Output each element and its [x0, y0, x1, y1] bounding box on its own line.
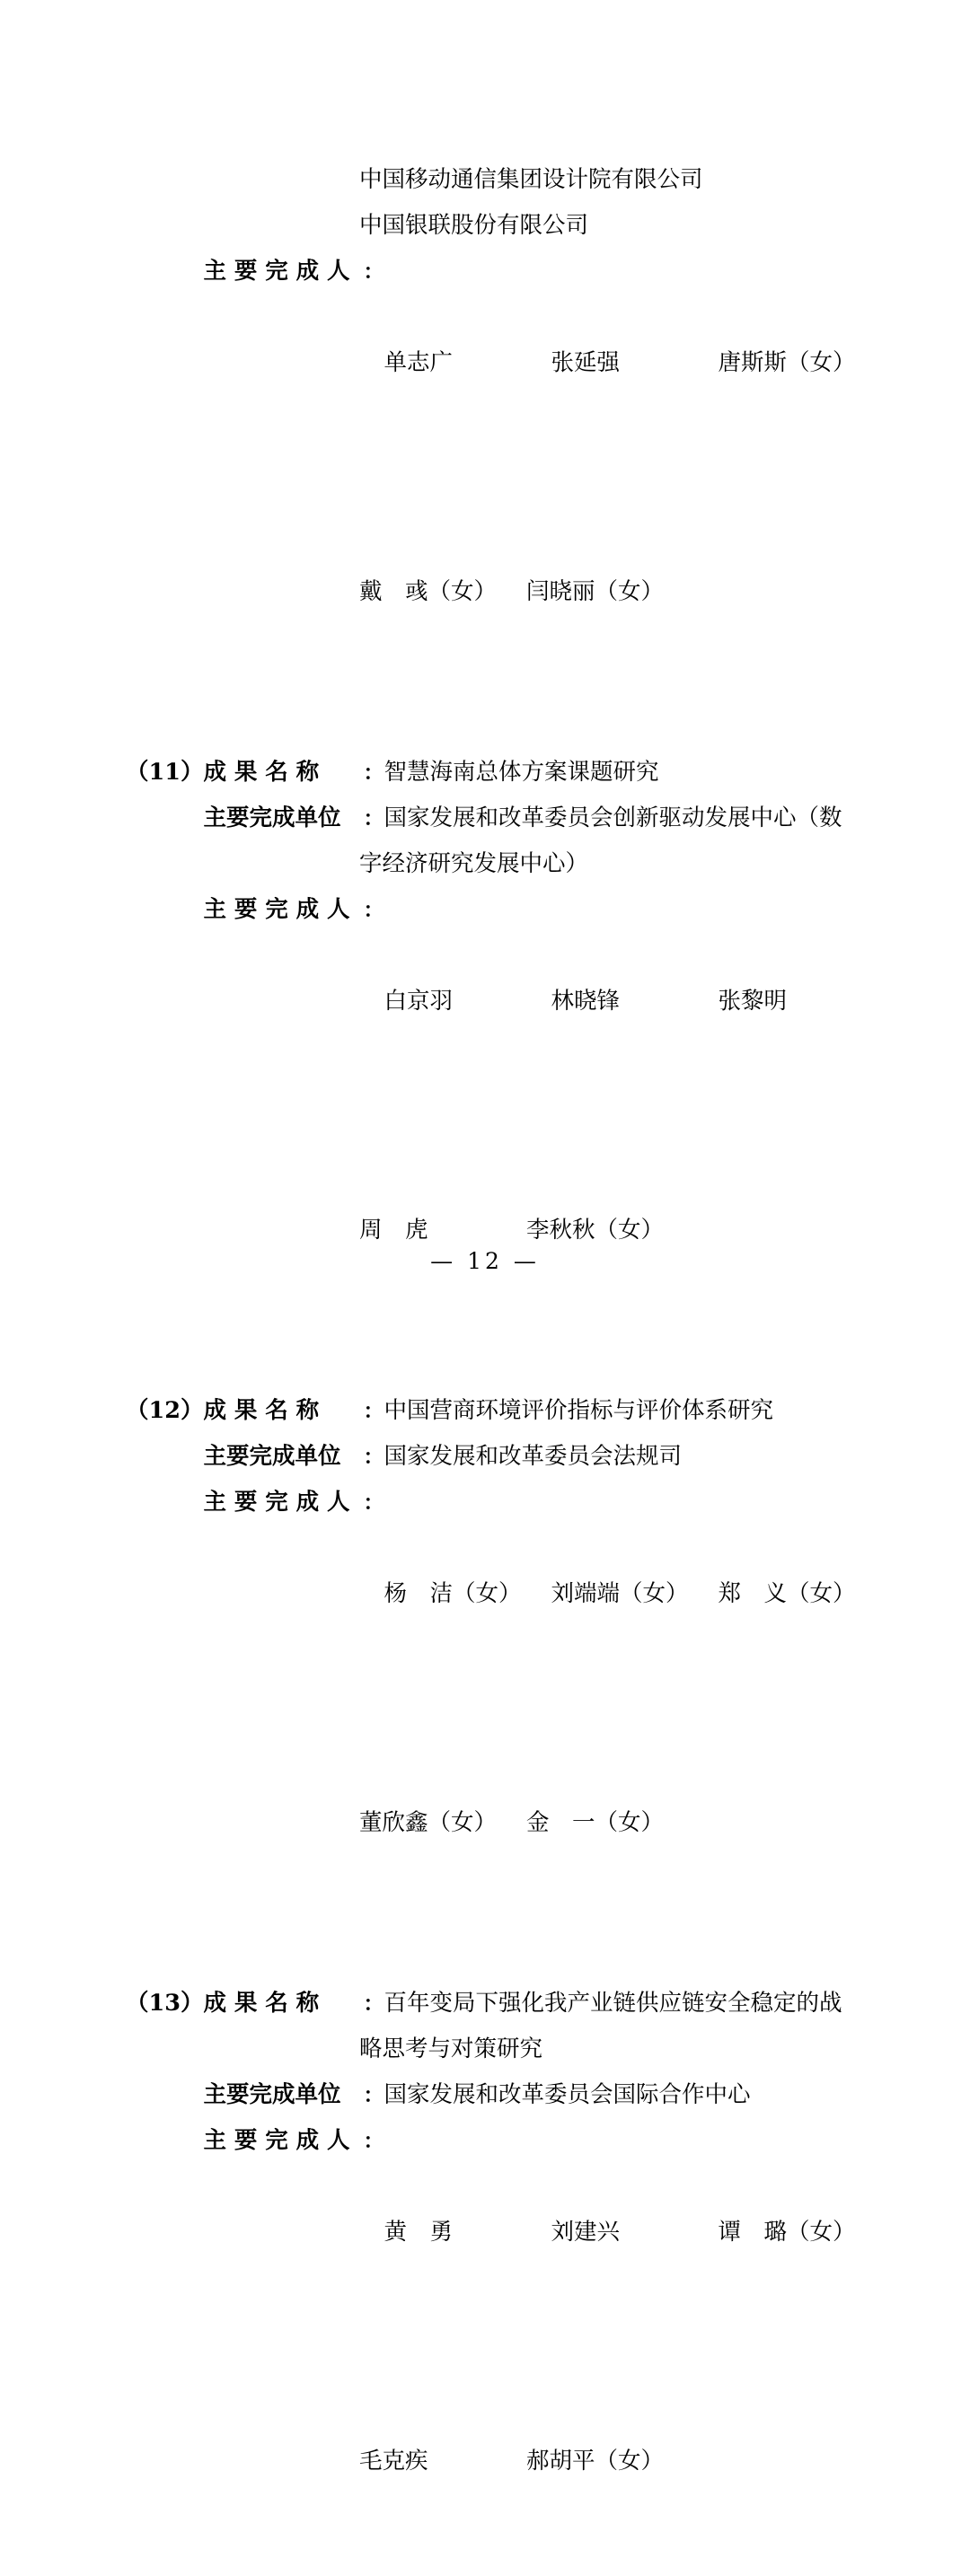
person-name: 戴 彧（女） [359, 578, 498, 605]
person-name: 黄 勇 [384, 2219, 454, 2246]
main-people-row [126, 2118, 862, 2347]
person-name: 张黎明 [718, 988, 788, 1015]
person-name: 郝胡平（女） [526, 2448, 665, 2475]
person-name: 谭 璐（女） [718, 2219, 856, 2246]
main-people-values-cont [359, 478, 862, 707]
page-footer [0, 1248, 970, 1274]
main-org-value: 国家发展和改革委员会法规司 [384, 1443, 683, 1470]
label-colon: ： [363, 2083, 384, 2107]
result-name-row-cont [126, 2027, 862, 2072]
main-people-values-cont [359, 1709, 862, 1938]
entry-top [126, 249, 862, 707]
entry-12 [126, 1388, 862, 1938]
person-name: 张延强 [551, 349, 621, 376]
person-name: 闫晓丽（女） [526, 578, 665, 605]
result-name-row [126, 1388, 862, 1434]
label-colon: ： [363, 2129, 384, 2153]
label-main-people: 主 要 完 成 人 [203, 258, 350, 285]
main-org-value-cont: 字经济研究发展中心） [359, 850, 589, 877]
label-colon: ： [363, 806, 384, 831]
result-name-value-cont: 略思考与对策研究 [359, 2035, 543, 2062]
main-people-values [384, 887, 863, 1116]
continued-org-block [359, 157, 862, 249]
label-main-people: 主 要 完 成 人 [203, 2127, 350, 2154]
person-name: 刘端端（女） [551, 1580, 689, 1607]
label-colon: ： [363, 898, 384, 922]
label-main-org: 主要完成单位 [203, 2081, 341, 2108]
person-name: 唐斯斯（女） [718, 349, 856, 376]
result-name-value: 智慧海南总体方案课题研究 [384, 759, 659, 786]
main-org-row-cont [126, 841, 862, 887]
entry-number: （11） [126, 759, 204, 786]
main-people-row [126, 249, 862, 478]
person-name: 刘建兴 [551, 2219, 621, 2246]
main-people-values [384, 1480, 863, 1709]
main-people-values [384, 2118, 863, 2347]
result-name-row [126, 750, 862, 796]
entry-number: （12） [126, 1397, 204, 1424]
label-colon: ： [363, 259, 384, 284]
main-people-values [384, 249, 863, 478]
label-colon: ： [363, 1399, 384, 1423]
main-org-row [126, 1434, 862, 1480]
main-org-value: 国家发展和改革委员会国际合作中心 [384, 2081, 751, 2108]
label-result-name: 成 果 名 称 [203, 759, 320, 786]
label-result-name: 成 果 名 称 [203, 1990, 320, 2017]
main-people-values-cont [359, 2347, 862, 2576]
entry-number: （13） [126, 1990, 204, 2017]
result-name-value: 中国营商环境评价指标与评价体系研究 [384, 1397, 774, 1424]
label-result-name: 成 果 名 称 [203, 1397, 320, 1424]
main-people-row [126, 887, 862, 1116]
person-name: 周 虎 [359, 1217, 428, 1244]
label-main-people: 主 要 完 成 人 [203, 896, 350, 923]
label-colon: ： [363, 1445, 384, 1469]
main-people-row [126, 1480, 862, 1709]
label-colon: ： [363, 1991, 384, 2016]
continued-org-line: 中国移动通信集团设计院有限公司 [359, 166, 703, 193]
main-org-value: 国家发展和改革委员会创新驱动发展中心（数 [384, 804, 842, 831]
main-people-row-cont [126, 1116, 862, 1345]
person-name: 董欣鑫（女） [359, 1809, 498, 1836]
main-org-row [126, 2072, 862, 2118]
entry-gap [126, 1938, 862, 1981]
person-name: 金 一（女） [526, 1809, 665, 1836]
person-name: 白京羽 [384, 988, 454, 1015]
person-name: 林晓锋 [551, 988, 621, 1015]
label-colon: ： [363, 1490, 384, 1515]
entry-gap [126, 707, 862, 750]
result-name-value: 百年变局下强化我产业链供应链安全稳定的战 [384, 1990, 842, 2017]
person-name: 郑 义（女） [718, 1580, 856, 1607]
result-name-row [126, 1981, 862, 2027]
main-people-row-cont [126, 1709, 862, 1938]
continued-org-line: 中国银联股份有限公司 [359, 212, 589, 239]
label-main-people: 主 要 完 成 人 [203, 1489, 350, 1516]
person-name: 毛克疾 [359, 2448, 428, 2475]
label-colon: ： [363, 760, 384, 785]
main-people-row-cont [126, 2347, 862, 2576]
person-name: 杨 洁（女） [384, 1580, 522, 1607]
page-content [126, 157, 862, 2576]
main-org-row [126, 796, 862, 841]
label-main-org: 主要完成单位 [203, 804, 341, 831]
main-people-values-cont [359, 1116, 862, 1345]
entry-gap [126, 1345, 862, 1388]
entry-13 [126, 1981, 862, 2576]
label-main-org: 主要完成单位 [203, 1443, 341, 1470]
person-name: 单志广 [384, 349, 454, 376]
page-number: — 12 — [430, 1248, 540, 1274]
main-people-row-cont [126, 478, 862, 707]
person-name: 李秋秋（女） [526, 1217, 665, 1244]
